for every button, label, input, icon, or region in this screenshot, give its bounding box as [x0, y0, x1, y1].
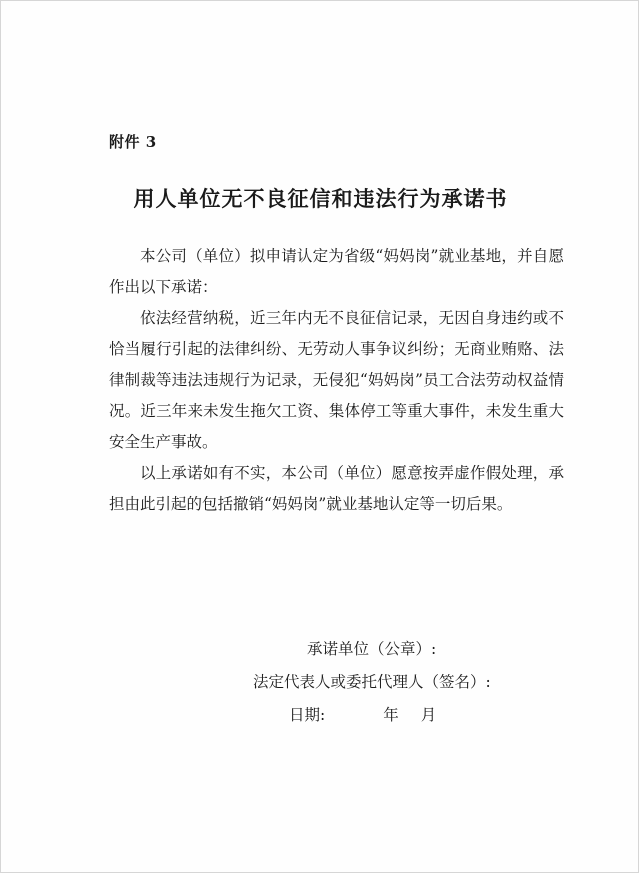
month-label: 月: [420, 706, 437, 724]
paragraph-intro: 本公司（单位）拟申请认定为省级“妈妈岗”就业基地，并自愿作出以下承诺：: [109, 247, 564, 296]
year-label: 年: [383, 706, 399, 724]
signature-representative-label: 法定代表人或委托代理人（签名）:: [253, 673, 491, 691]
document-title: 用人单位无不良征信和违法行为承诺书: [133, 186, 508, 211]
signature-date-line: [289, 703, 436, 725]
signature-unit-label: 承诺单位（公章）:: [307, 640, 437, 658]
document-body: [109, 241, 564, 520]
date-label: 日期:: [289, 706, 326, 724]
attachment-label: 附件 3: [109, 133, 157, 151]
paragraph-consequences: 以上承诺如有不实，本公司（单位）愿意按弄虚作假处理，承担由此引起的包括撤销“妈妈岗”就业基地认定等一切后果。: [109, 464, 564, 513]
paragraph-commitments: 依法经营纳税，近三年内无不良征信记录，无因自身违约或不恰当履行引起的法律纠纷、无劳动人事争议纠纷；无商业贿赂、法律制裁等违法违规行为记录，无侵犯“妈妈岗”员工合法劳动权益情况。近三年来未发生拖欠工资、集体停工等重大事件，未发生重大安全生产事故。: [109, 309, 564, 451]
